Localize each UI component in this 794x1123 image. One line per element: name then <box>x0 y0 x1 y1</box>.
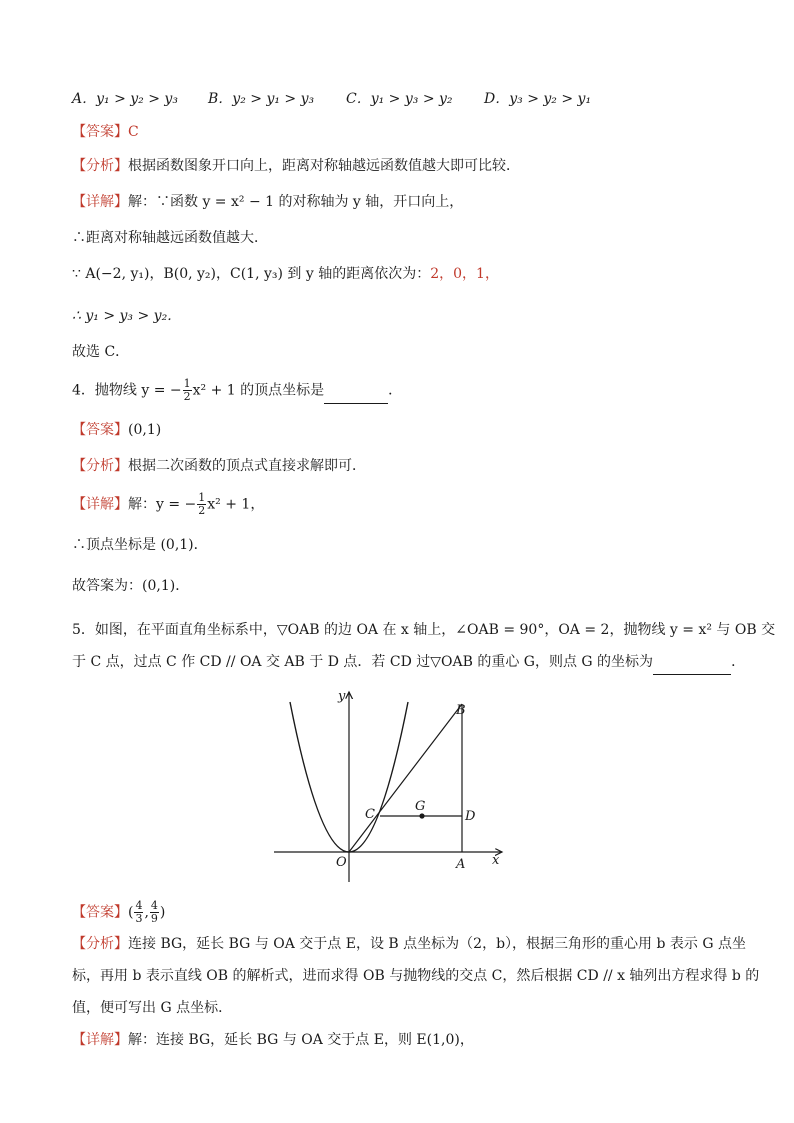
q4-stem <box>72 378 402 404</box>
label-g: G <box>415 799 426 814</box>
label-d: D <box>465 809 476 824</box>
q5-analysis-2: 标，再用 b 表示直线 OB 的解析式，进而求得 OB 与抛物线的交点 C，然后根据 CD // x 轴列出方程求得 b 的 <box>72 968 760 984</box>
q5-analysis-3: 值，便可写出 G 点坐标． <box>72 1000 233 1016</box>
detail-3-values: 2，0，1， <box>430 266 499 282</box>
detail-a: 解：y = − <box>128 496 197 513</box>
q4-detail-2: ∴顶点坐标是 (0,1)． <box>72 537 208 553</box>
answer-tag: 【答案】 <box>72 124 128 140</box>
q4-stem-a: 4．抛物线 y = − <box>72 382 182 399</box>
q3-detail-2: ∴距离对称轴越远函数值越大． <box>72 230 268 246</box>
q3-detail-line <box>72 192 463 212</box>
answer-sep: , <box>144 904 149 921</box>
label-a: A <box>456 857 466 872</box>
q3-detail-5: 故选 C． <box>72 344 130 360</box>
answer-tag: 【答案】 <box>72 904 128 921</box>
answer-y-fraction <box>150 900 159 925</box>
answer-tag: 【答案】 <box>72 422 128 438</box>
label-x: x <box>492 853 500 868</box>
detail-frac-num: 1 <box>198 491 206 504</box>
analysis-tag: 【分析】 <box>72 936 128 952</box>
analysis-tag: 【分析】 <box>72 458 128 474</box>
q4-frac-num: 1 <box>183 377 191 390</box>
q3-detail-3 <box>72 264 499 284</box>
answer-value: (0,1) <box>128 422 162 438</box>
answer-x-num: 4 <box>135 899 143 912</box>
answer-y-den: 9 <box>150 912 158 925</box>
detail-frac-den: 2 <box>198 504 206 517</box>
q5-stem-2 <box>72 652 745 675</box>
answer-x-fraction <box>134 900 143 925</box>
label-b: B <box>456 703 466 718</box>
detail-tag: 【详解】 <box>72 1032 128 1048</box>
answer-value: C <box>128 124 139 140</box>
q4-analysis-line <box>72 456 366 476</box>
q4-answer-line <box>72 420 161 440</box>
answer-x-den: 3 <box>135 912 143 925</box>
q5-stem-2b: ． <box>731 654 746 670</box>
detail-tag: 【详解】 <box>72 194 128 210</box>
q3-answer-line <box>72 122 139 142</box>
detail-text: 解：连接 BG，延长 BG 与 OA 交于点 E，则 E(1,0)， <box>128 1032 474 1048</box>
analysis-text-1: 连接 BG，延长 BG 与 OA 交于点 E，设 B 点坐标为（2，b），根据三角形的重心用 b 表示 G 点坐 <box>128 936 746 952</box>
option-a: A．y₁ > y₂ > y₃ <box>72 91 178 107</box>
label-y: y <box>338 689 346 704</box>
detail-b: x² + 1， <box>207 496 265 513</box>
q3-detail-4: ∴ y₁ > y₃ > y₂． <box>72 308 182 324</box>
detail-fraction <box>197 492 206 517</box>
q4-stem-c: ． <box>388 382 403 399</box>
q5-answer-line <box>72 900 165 925</box>
q5-analysis-line <box>72 934 746 954</box>
point-g <box>419 813 424 818</box>
answer-blank[interactable] <box>653 654 731 675</box>
q4-detail-3: 故答案为：(0,1)． <box>72 578 190 594</box>
q3-analysis-line <box>72 156 520 176</box>
analysis-text: 根据函数图象开口向上，距离对称轴越远函数值越大即可比较． <box>128 158 520 174</box>
segment-ob <box>349 704 462 852</box>
label-c: C <box>365 807 375 822</box>
detail-3-text: ∵ A(−2, y₁)，B(0, y₂)，C(1, y₃) 到 y 轴的距离依次为： <box>72 266 431 282</box>
label-o: O <box>336 855 347 870</box>
analysis-text: 根据二次函数的顶点式直接求解即可． <box>128 458 366 474</box>
q4-detail-line <box>72 492 264 517</box>
q4-fraction <box>183 378 192 403</box>
coordinate-figure <box>270 684 510 884</box>
q4-stem-b: x² + 1 的顶点坐标是 <box>192 382 325 399</box>
option-d: D．y₃ > y₂ > y₁ <box>484 91 592 107</box>
detail-text: 解：∵函数 y = x² − 1 的对称轴为 y 轴，开口向上， <box>128 194 464 210</box>
option-b: B．y₂ > y₁ > y₃ <box>208 91 315 107</box>
q5-stem-2a: 于 C 点，过点 C 作 CD // OA 交 AB 于 D 点．若 CD 过▽OAB 的重心 G，则点 G 的坐标为 <box>72 654 654 670</box>
answer-blank[interactable] <box>324 383 388 404</box>
q5-stem-1: 5．如图，在平面直角坐标系中，▽OAB 的边 OA 在 x 轴上，∠OAB = 90°，OA = 2，抛物线 y = x² 与 OB 交 <box>72 622 776 638</box>
option-c: C．y₁ > y₃ > y₂ <box>346 91 453 107</box>
answer-y-num: 4 <box>150 899 158 912</box>
answer-open: ( <box>128 904 134 921</box>
q5-detail-line <box>72 1030 474 1050</box>
analysis-tag: 【分析】 <box>72 158 128 174</box>
detail-tag: 【详解】 <box>72 496 128 513</box>
answer-close: ) <box>159 904 166 921</box>
q4-frac-den: 2 <box>183 390 191 403</box>
